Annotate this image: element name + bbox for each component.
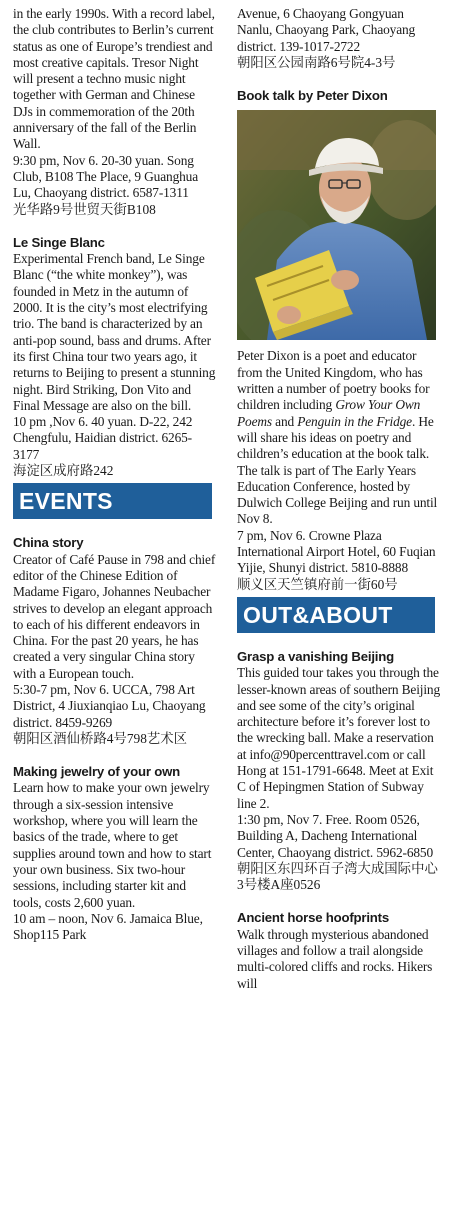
jewelry-address-cn: 朝阳区公园南路6号院4-3号	[237, 54, 396, 70]
tresor-body: in the early 1990s. With a record label, the club contributes to Berlin’s current status as one of Europe’s trendiest and most creative capitals. Tresor Night will present a techno music night together with German and Chinese DJs in commemoration of the 20th anniversary of the fall of the Berlin Wall.	[13, 6, 215, 152]
book-body-part-3: . He will share his ideas on poetry and children’s education at the book talk. The talk is part of The Early Years Education Conference, hosted by Dulwich College Beijing and run until Nov 8.	[237, 413, 438, 527]
book-title-grow-your-own-poems: Grow Your Own Poems	[237, 397, 421, 429]
horse-title: Ancient horse hoofprints	[237, 910, 389, 926]
tresor-details: 9:30 pm, Nov 6. 20-30 yuan. Song Club, B108 The Place, 9 Guanghua Lu, Chaoyang district. 6587-1311	[13, 152, 198, 201]
singe-details: 10 pm ,Nov 6. 40 yuan. D-22, 242 Chengfulu, Haidian district. 6265-3177	[13, 414, 193, 462]
left-column	[13, 6, 216, 943]
book-title-penguin-in-the-fridge: Penguin in the Fridge	[297, 413, 412, 429]
jewelry-details: 10 am – noon, Nov 6. Jamaica Blue, Shop115 Park	[13, 910, 203, 943]
book-body-part-1: Peter Dixon is a poet and educator from the United Kingdom, who has written a number of poetry books for children including	[237, 348, 430, 413]
outabout-banner: OUT&ABOUT	[237, 597, 435, 633]
book-body	[237, 348, 442, 527]
events-banner: EVENTS	[13, 483, 212, 519]
singe-address-cn: 海淀区成府路242	[13, 463, 114, 479]
china-address-cn: 朝阳区酒仙桥路4号798艺术区	[13, 730, 188, 746]
book-title: Book talk by Peter Dixon	[237, 88, 388, 104]
china-body: Creator of Café Pause in 798 and chief editor of the Chinese Edition of Madame Figaro, Johannes Neubacher strives to develop an elegant approach to each of his different endeavors in China. For the past 20 years, he has created a very singular China story with a European touch.	[13, 551, 216, 681]
grasp-details: 1:30 pm, Nov 7. Free. Room 0526, Building A, Dacheng International Center, Chaoyang district. 5962-6850	[237, 811, 434, 860]
book-body-part-2: and	[271, 413, 298, 429]
singe-body: Experimental French band, Le Singe Blanc (“the white monkey”), was founded in Metz in the autumn of 2000. It is the city’s most electrifying trio. The band is characterized by an anti-pop sound, bass and drums. After its first China tour two years ago, it returns to Beijing to present a stunning night. Bird Striking, Don Vito and Final Message are also on the bill.	[13, 251, 216, 413]
tresor-address-cn: 光华路9号世贸天街B108	[13, 201, 156, 217]
horse-body: Walk through mysterious abandoned villages and follow a trail alongside multi-colored cliffs and rocks. Hikers will	[237, 926, 433, 991]
right-column	[237, 6, 442, 992]
china-details: 5:30-7 pm, Nov 6. UCCA, 798 Art District, 4 Jiuxianqiao Lu, Chaoyang district. 8459-9269	[13, 681, 206, 730]
book-details: 7 pm, Nov 6. Crowne Plaza International Airport Hotel, 60 Fuqian Yijie, Shunyi district. 5810-8888	[237, 527, 436, 576]
grasp-address-cn: 朝阳区东四环百子湾大成国际中心3号楼A座0526	[237, 860, 438, 893]
jewelry-details-cont: Avenue, 6 Chaoyang Gongyuan Nanlu, Chaoyang Park, Chaoyang district. 139-1017-2722	[237, 6, 416, 54]
peter-dixon-photo	[237, 110, 436, 340]
grasp-body: This guided tour takes you through the lesser-known areas of southern Beijing and see some of the city’s original architecture before it’s forever lost to the wrecking ball. Make a reservation at info@90percenttravel.com or call Hong at 151-1791-6648. Meet at Exit C of Hepingmen Station of Subway line 2.	[237, 665, 441, 811]
china-title: China story	[13, 535, 84, 551]
jewelry-body: Learn how to make your own jewelry through a six-session intensive workshop, where you will learn the basics of the trade, where to get supplies around town and how to start your own business. Six two-hour sessions, including starter kit and tools, costs 2,600 yuan.	[13, 780, 212, 910]
grasp-title: Grasp a vanishing Beijing	[237, 648, 394, 664]
book-address-cn: 顺义区天竺镇府前一街60号	[237, 576, 398, 592]
jewelry-title: Making jewelry of your own	[13, 764, 180, 780]
singe-title: Le Singe Blanc	[13, 234, 105, 250]
